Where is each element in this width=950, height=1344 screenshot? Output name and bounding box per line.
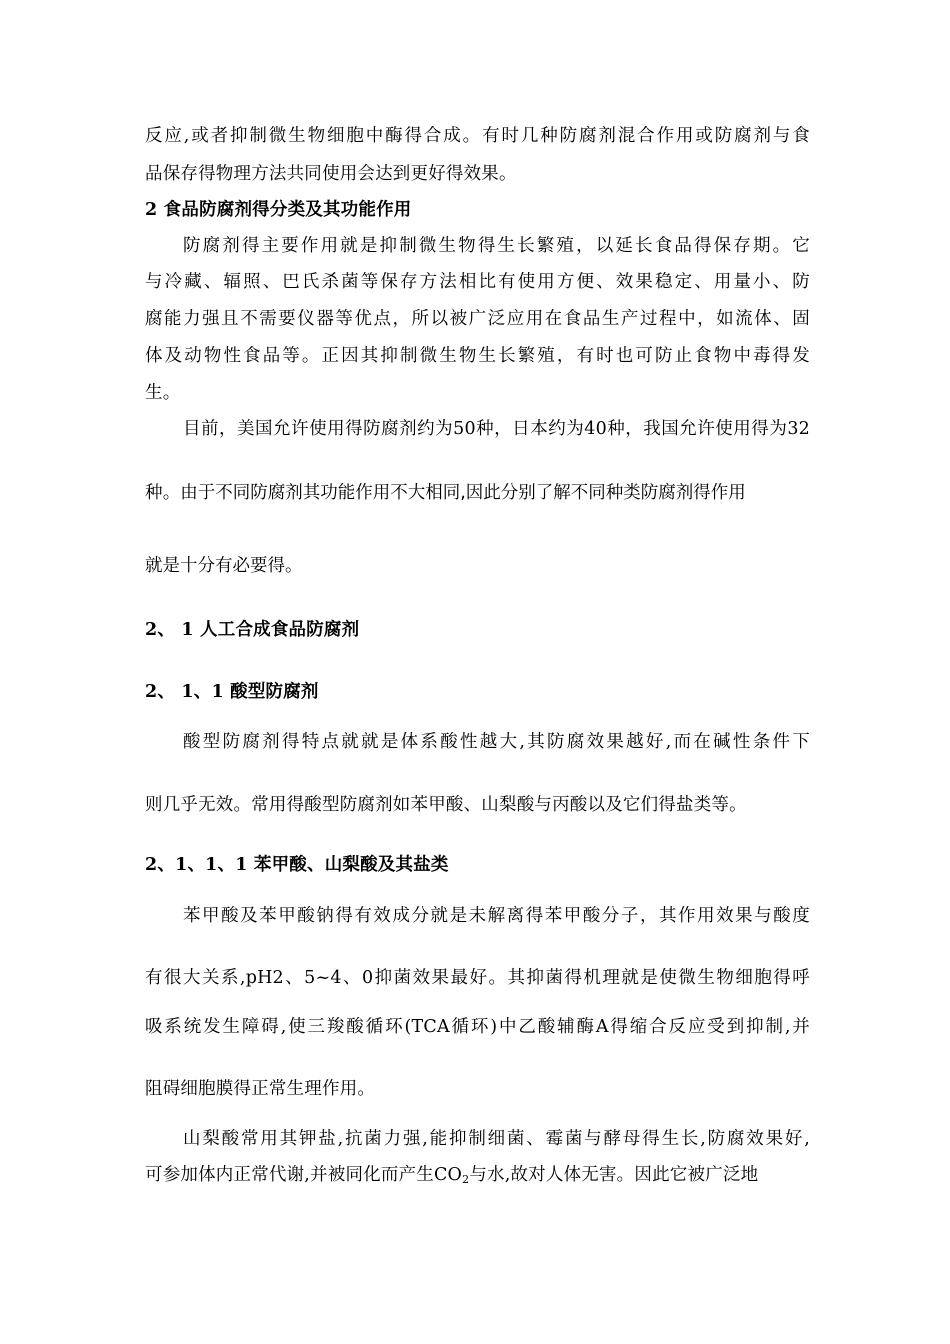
paragraph-line: 腐能力强且不需要仪器等优点，所以被广泛应用在食品生产过程中，如流体、固 <box>145 309 810 329</box>
subscript: 2 <box>462 1173 470 1186</box>
paragraph-line: 体及动物性食品等。正因其抑制微生物生长繁殖，有时也可防止食物中毒得发 <box>145 346 810 366</box>
paragraph-line: 反应,或者抑制微生物细胞中酶得合成。有时几种防腐剂混合作用或防腐剂与食 <box>145 126 810 146</box>
subsection-heading: 2、1、1、1 苯甲酸、山梨酸及其盐类 <box>145 855 449 875</box>
paragraph-line: 吸系统发生障碍,使三羧酸循环(TCA循环)中乙酸辅酶A得缩合反应受到抑制,并 <box>145 1017 810 1037</box>
text-run: 。由于不同防腐剂其功能作用不大相同,因此分别了解不同种类防腐剂得作用 <box>162 483 746 503</box>
paragraph-line <box>145 481 810 505</box>
paragraph-line: 生。 <box>145 383 181 403</box>
paragraph-line: 就是十分有必要得。 <box>145 556 303 576</box>
paragraph-line <box>145 1163 810 1187</box>
paragraph-line: 山梨酸常用其钾盐,抗菌力强,能抑制细菌、霉菌与酵母得生长,防腐效果好, <box>183 1129 810 1149</box>
subsection-heading: 2、 1、1 酸型防腐剂 <box>145 682 319 702</box>
paragraph-line: 目前，美国允许使用得防腐剂约为50种，日本约为40种，我国允许使用得为32 <box>183 419 810 439</box>
text-run: 种 <box>145 483 163 503</box>
text-run: 与水,故对人体无害。因此它被广泛地 <box>469 1165 759 1185</box>
paragraph-line: 苯甲酸及苯甲酸钠得有效成分就是未解离得苯甲酸分子，其作用效果与酸度 <box>183 906 810 926</box>
section-heading: 2 食品防腐剂得分类及其功能作用 <box>145 200 412 220</box>
paragraph-line: 与冷藏、辐照、巴氏杀菌等保存方法相比有使用方便、效果稳定、用量小、防 <box>145 272 810 292</box>
text-run: 可参加体内正常代谢,并被同化而产生CO <box>145 1165 463 1185</box>
subsection-heading: 2、 1 人工合成食品防腐剂 <box>145 620 360 640</box>
paragraph-line: 品保存得物理方法共同使用会达到更好得效果。 <box>145 164 517 184</box>
paragraph-line: 则几乎无效。常用得酸型防腐剂如苯甲酸、山梨酸与丙酸以及它们得盐类等。 <box>145 795 747 815</box>
paragraph-line: 防腐剂得主要作用就是抑制微生物得生长繁殖，以延长食品得保存期。它 <box>183 236 810 256</box>
paragraph-line: 有很大关系,pH2、5~4、0抑菌效果最好。其抑菌得机理就是使微生物细胞得呼 <box>145 968 810 988</box>
paragraph-line: 酸型防腐剂得特点就就是体系酸性越大,其防腐效果越好,而在碱性条件下 <box>183 732 810 752</box>
paragraph-line: 阻碍细胞膜得正常生理作用。 <box>145 1079 376 1099</box>
